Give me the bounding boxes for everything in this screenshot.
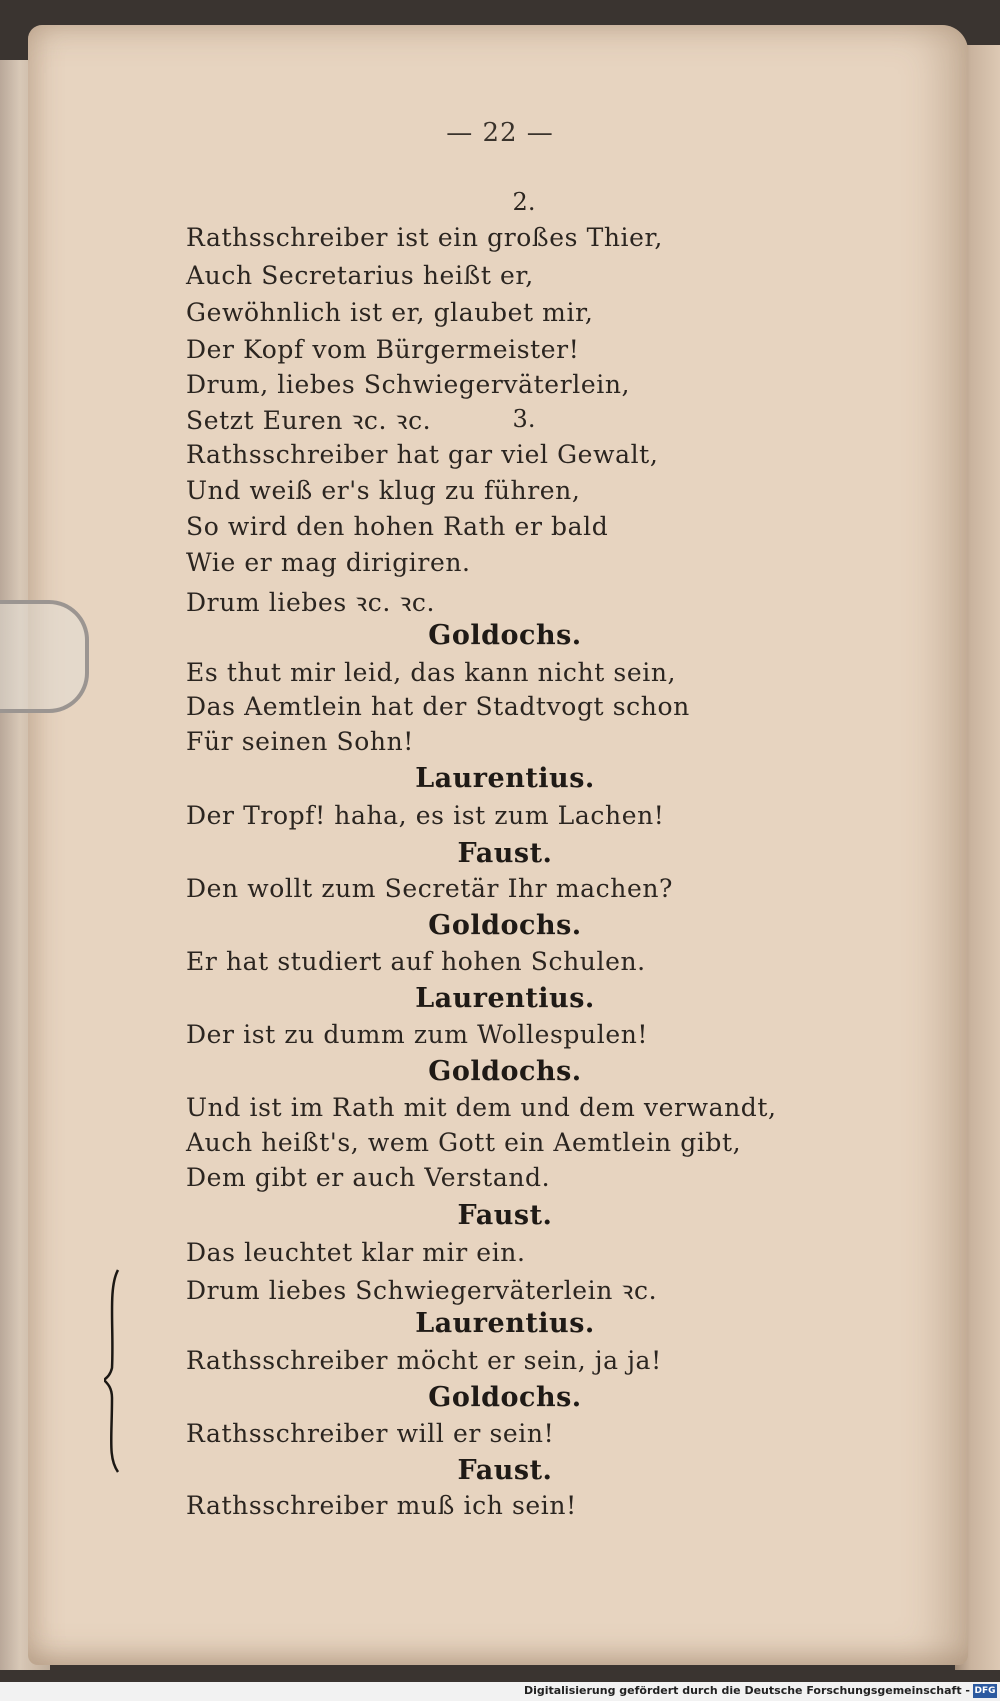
verse-line: Rathsschreiber will er sein!	[186, 1419, 555, 1448]
dfg-logo: DFG	[974, 1686, 996, 1696]
stanza-number: 2.	[512, 188, 536, 216]
verse-line: Und ist im Rath mit dem und dem verwandt,	[186, 1093, 777, 1122]
speaker-name: Goldochs.	[428, 1056, 582, 1087]
verse-line: Der ist zu dumm zum Wollespulen!	[186, 1020, 649, 1049]
verse-line: Und weiß er's klug zu führen,	[186, 476, 581, 505]
verse-line: Es thut mir leid, das kann nicht sein,	[186, 658, 677, 687]
speaker-name: Laurentius.	[415, 1308, 595, 1339]
stanza-number: 3.	[512, 405, 536, 433]
verse-line: Drum liebes Schwiegerväterlein ꝛc.	[186, 1276, 658, 1305]
verse-line: Für seinen Sohn!	[186, 727, 414, 756]
speaker-name: Faust.	[457, 1455, 553, 1486]
verse-line: Gewöhnlich ist er, glaubet mir,	[186, 298, 594, 327]
verse-line: So wird den hohen Rath er bald	[186, 512, 609, 541]
speaker-name: Laurentius.	[415, 983, 595, 1014]
speaker-name: Laurentius.	[415, 763, 595, 794]
verse-line: Dem gibt er auch Verstand.	[186, 1163, 551, 1192]
speaker-name: Goldochs.	[428, 1382, 582, 1413]
verse-line: Wie er mag dirigiren.	[186, 548, 471, 577]
verse-line: Rathsschreiber muß ich sein!	[186, 1491, 577, 1520]
speaker-name: Goldochs.	[428, 910, 582, 941]
verse-line: Der Kopf vom Bürgermeister!	[186, 335, 580, 364]
verse-line: Das Aemtlein hat der Stadtvogt schon	[186, 692, 690, 721]
verse-line: Drum, liebes Schwiegerväterlein,	[186, 370, 631, 399]
verse-line: Setzt Euren ꝛc. ꝛc.	[186, 406, 432, 435]
page-number: — 22 —	[446, 118, 554, 148]
verse-line: Rathsschreiber möcht er sein, ja ja!	[186, 1346, 662, 1375]
verse-line: Rathsschreiber ist ein großes Thier,	[186, 223, 663, 252]
speaker-name: Goldochs.	[428, 620, 582, 651]
paper-clip	[0, 600, 89, 713]
funding-credit: Digitalisierung gefördert durch die Deutsche Forschungsgemeinschaft -	[523, 1684, 970, 1697]
speaker-name: Faust.	[457, 838, 553, 869]
verse-line: Auch Secretarius heißt er,	[186, 261, 534, 290]
pencil-brace-mark	[104, 1268, 124, 1474]
verse-line: Den wollt zum Secretär Ihr machen?	[186, 874, 674, 903]
verse-line: Rathsschreiber hat gar viel Gewalt,	[186, 440, 659, 469]
verse-line: Der Tropf! haha, es ist zum Lachen!	[186, 801, 665, 830]
verse-line: Das leuchtet klar mir ein.	[186, 1238, 526, 1267]
speaker-name: Faust.	[457, 1200, 553, 1231]
verse-line: Er hat studiert auf hohen Schulen.	[186, 947, 646, 976]
verse-line: Auch heißt's, wem Gott ein Aemtlein gibt,	[186, 1128, 742, 1157]
verse-line: Drum liebes ꝛc. ꝛc.	[186, 588, 436, 617]
